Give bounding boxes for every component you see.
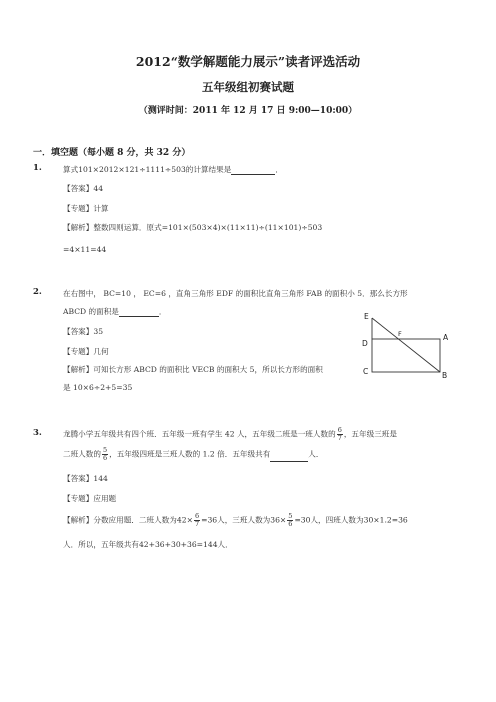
analysis-expression: 42+36+30+36=144 bbox=[138, 540, 218, 549]
stem-text: 二班人数的 bbox=[63, 449, 101, 459]
analysis-line bbox=[63, 222, 322, 233]
analysis-text: 【解析】整数四则运算．原式 bbox=[63, 223, 162, 232]
fraction bbox=[194, 513, 200, 528]
geometry-figure bbox=[360, 308, 456, 378]
section-heading: 一．填空题（每小题 8 分，共 32 分） bbox=[33, 148, 191, 158]
question-number: 3. bbox=[33, 428, 42, 438]
denominator: 7 bbox=[194, 520, 200, 528]
label-d: D bbox=[362, 339, 368, 348]
label-b: B bbox=[442, 371, 448, 378]
rectangle-abcd bbox=[372, 339, 440, 372]
label-e: E bbox=[364, 312, 369, 321]
analysis-expression: 30×1.2=36 bbox=[363, 515, 408, 525]
stem-text: 的计算结果是 bbox=[185, 165, 232, 174]
answer-blank bbox=[270, 453, 308, 462]
stem-text: 人． bbox=[308, 449, 324, 459]
analysis-line bbox=[63, 513, 408, 528]
analysis-expression: =101×(503×4)×(11×11)÷(11×101)÷503 bbox=[161, 223, 323, 232]
analysis-text: 人，四班人数为 bbox=[310, 515, 364, 525]
denominator: 6 bbox=[288, 520, 293, 528]
label-f: F bbox=[398, 330, 402, 338]
question-stem bbox=[63, 164, 283, 175]
numerator: 6 bbox=[194, 512, 200, 520]
analysis-text: 【解析】分数应用题．二班人数为 bbox=[63, 515, 177, 525]
answer-blank bbox=[119, 308, 159, 317]
answer-line: 【答案】44 bbox=[63, 184, 104, 193]
analysis-result: =4×11=44 bbox=[63, 245, 107, 254]
page-title: 2012“数学解题能力展示”读者评选活动 bbox=[135, 54, 361, 69]
analysis-expression: 36× bbox=[270, 515, 287, 525]
analysis-expression: =30 bbox=[294, 515, 311, 525]
answer-blank bbox=[231, 166, 275, 175]
question-stem-line2 bbox=[63, 306, 167, 317]
label-c: C bbox=[363, 367, 369, 376]
question-stem-line1: 在右图中， BC=10 ， EC=6 ，直角三角形 EDF 的面积比直角三角形 FAB 的面积小 5．那么长方形 bbox=[63, 289, 408, 298]
question-stem-line1 bbox=[63, 427, 397, 442]
fraction bbox=[102, 447, 108, 462]
label-a: A bbox=[443, 333, 449, 342]
topic-line: 【专题】计算 bbox=[63, 204, 109, 213]
fraction bbox=[337, 427, 343, 442]
analysis-text: 人．所以，五年级共有 bbox=[63, 540, 139, 549]
answer-line: 【答案】35 bbox=[63, 327, 104, 336]
stem-text: ，五年级四班是三班人数的 1.2 倍．五年级共有 bbox=[109, 449, 271, 459]
answer-line: 【答案】144 bbox=[63, 474, 108, 483]
stem-text: ，五年级三班是 bbox=[343, 429, 397, 439]
question-number: 2. bbox=[33, 287, 42, 297]
analysis-expression: 42× bbox=[176, 515, 193, 525]
stem-expression: 101×2012×121÷1111÷503 bbox=[78, 165, 186, 174]
exam-time: （测评时间：2011 年 12 月 17 日 9:00—10:00） bbox=[138, 106, 358, 116]
analysis-expression: =36 bbox=[201, 515, 218, 525]
page-subtitle: 五年级组初赛试题 bbox=[202, 80, 294, 94]
analysis-line: 【解析】可知长方形 ABCD 的面积比 VECB 的面积大 5，所以长方形的面积 bbox=[63, 365, 323, 374]
question-stem-line2 bbox=[63, 447, 323, 462]
stem-text: 算式 bbox=[63, 165, 79, 174]
analysis-text: 人． bbox=[217, 540, 233, 549]
denominator: 6 bbox=[102, 454, 108, 462]
question-number: 1. bbox=[33, 163, 42, 173]
stem-text: 龙腾小学五年级共有四个班．五年级一班有学生 42 人，五年级二班是一班人数的 bbox=[63, 429, 336, 439]
numerator: 5 bbox=[102, 446, 108, 454]
stem-end: ． bbox=[158, 307, 167, 316]
numerator: 6 bbox=[337, 426, 342, 434]
denominator: 7 bbox=[337, 434, 342, 442]
segment-eb bbox=[372, 318, 440, 372]
fraction bbox=[287, 513, 293, 528]
analysis-text: 人，三班人数为 bbox=[217, 515, 271, 525]
stem-text: ABCD 的面积是 bbox=[63, 307, 119, 316]
analysis-result: 是 10×6÷2+5=35 bbox=[63, 383, 133, 392]
stem-end: ． bbox=[275, 165, 283, 174]
numerator: 5 bbox=[288, 512, 293, 520]
topic-line: 【专题】几何 bbox=[63, 347, 109, 356]
topic-line: 【专题】应用题 bbox=[63, 494, 117, 503]
analysis-result bbox=[63, 539, 233, 550]
